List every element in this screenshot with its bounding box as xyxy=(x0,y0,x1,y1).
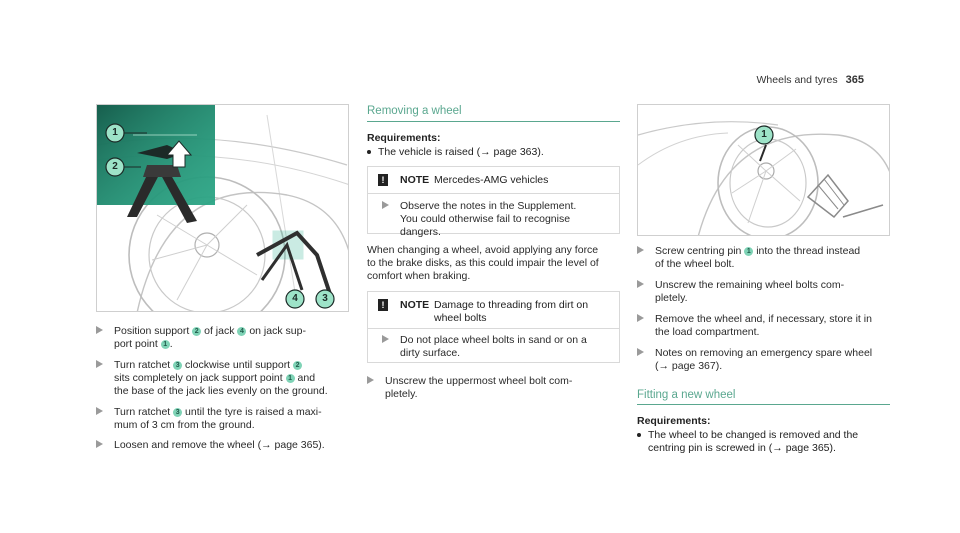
callout-2: 2 xyxy=(112,161,118,172)
note-amg xyxy=(367,166,620,238)
requirement-item: The vehicle is raised (→ page 363). xyxy=(367,146,620,160)
step-arrow-icon xyxy=(637,246,644,254)
note-threading xyxy=(367,291,620,363)
note-label: NOTE xyxy=(400,299,430,311)
page-number: 365 xyxy=(845,74,864,86)
ref-1: 1 xyxy=(286,374,295,383)
ref-3: 3 xyxy=(173,408,182,417)
note-step: Observe the notes in the Supplement. You could otherwise fail to recognise dangers. xyxy=(382,200,614,236)
bullet-icon xyxy=(367,150,371,154)
ref-1: 1 xyxy=(161,340,170,349)
note-label: NOTE xyxy=(400,174,430,186)
step-turn-ratchet-clockwise: Turn ratchet 3 clockwise until support 2 sits completely on jack support point 1 and the base of the jack lies evenly on the ground. xyxy=(96,359,356,399)
callout-3: 3 xyxy=(322,293,328,304)
note-title: Damage to threading from dirt on wheel bolts xyxy=(434,299,589,324)
warning-icon: ! xyxy=(378,299,388,311)
step-arrow-icon xyxy=(96,326,103,334)
ref-3: 3 xyxy=(173,361,182,370)
requirement-item: The wheel to be changed is removed and the centring pin is screwed in (→ page 365). xyxy=(637,429,895,455)
step-arrow-icon xyxy=(637,348,644,356)
step-arrow-icon xyxy=(382,201,389,209)
section-title-fitting: Fitting a new wheel xyxy=(637,389,736,401)
requirements-label: Requirements: xyxy=(637,415,711,427)
ref-2: 2 xyxy=(192,327,201,336)
step-turn-ratchet-raise: Turn ratchet 3 until the tyre is raised a maxi- mum of 3 cm from the ground. xyxy=(96,406,352,432)
step-screw-centring-pin: Screw centring pin 1 into the thread instead of the wheel bolt. xyxy=(637,245,899,271)
step-arrow-icon xyxy=(367,376,374,384)
step-remove-wheel: Remove the wheel and, if necessary, store it in the load compartment. xyxy=(637,313,899,339)
step-arrow-icon xyxy=(637,280,644,288)
step-arrow-icon xyxy=(637,314,644,322)
step-unscrew-uppermost: Unscrew the uppermost wheel bolt com- pletely. xyxy=(367,375,623,401)
header-title: Wheels and tyres xyxy=(756,74,838,86)
step-loosen-remove: Loosen and remove the wheel (→ page 365). xyxy=(96,439,352,453)
ref-1: 1 xyxy=(744,247,753,256)
requirements-label: Requirements: xyxy=(367,132,441,144)
centring-pin-illustration xyxy=(637,104,890,236)
step-arrow-icon xyxy=(96,440,103,448)
ref-2: 2 xyxy=(293,361,302,370)
note-step: Do not place wheel bolts in sand or on a dirty surface. xyxy=(382,334,614,360)
note-title: Mercedes-AMG vehicles xyxy=(434,174,549,186)
step-unscrew-remaining: Unscrew the remaining wheel bolts com- pletely. xyxy=(637,279,895,305)
bullet-icon xyxy=(637,433,641,437)
jack-drawing xyxy=(97,105,349,312)
step-arrow-icon xyxy=(96,407,103,415)
running-header xyxy=(757,74,864,86)
step-arrow-icon xyxy=(96,360,103,368)
section-rule xyxy=(367,121,620,122)
callout-4: 4 xyxy=(292,293,298,304)
callout-1: 1 xyxy=(112,127,118,138)
section-title-removing: Removing a wheel xyxy=(367,105,462,117)
step-arrow-icon xyxy=(382,335,389,343)
section-rule xyxy=(637,404,890,405)
step-notes-spare-wheel: Notes on removing an emergency spare wheel (→ page 367). xyxy=(637,347,899,373)
jack-illustration xyxy=(96,104,349,312)
wheel-drawing xyxy=(638,105,890,236)
ref-4: 4 xyxy=(237,327,246,336)
warning-icon: ! xyxy=(378,174,388,186)
step-position-support: Position support 2 of jack 4 on jack sup- port point 1 . xyxy=(96,325,352,351)
callout-1: 1 xyxy=(761,129,767,140)
brake-disk-paragraph: When changing a wheel, avoid applying any force to the brake disks, as this could impair the level of comfort when braking. xyxy=(367,244,599,282)
